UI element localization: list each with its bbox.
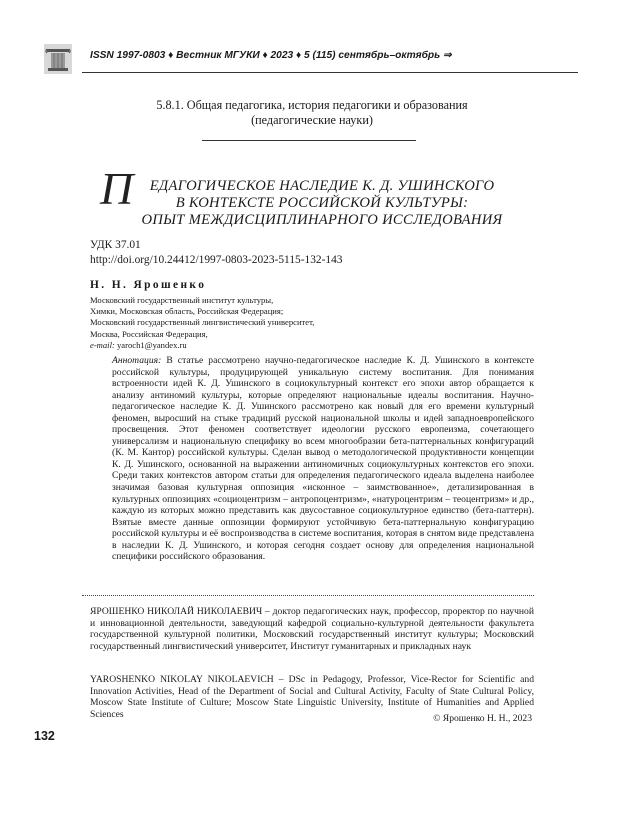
rubric-line-1: 5.8.1. Общая педагогика, история педагогики и образования	[156, 98, 468, 112]
rubric	[90, 98, 534, 128]
title-drop-cap: П	[100, 163, 134, 214]
rubric-divider	[202, 140, 416, 141]
author-bio-en: YAROSHENKO NIKOLAY NIKOLAEVICH – DSc in Pedagogy, Professor, Vice-Rector for Scientific and Innovation Activities, Head of the Department of Social and Cultural Activity, Faculty of State Cultural Policy, Moscow State Institute of Culture; Moscow State Linguistic University, Institute of Humanities and Applied Sciences	[90, 674, 534, 720]
article-meta	[90, 238, 342, 268]
email-line	[90, 340, 314, 351]
abstract-label: Аннотация:	[112, 355, 162, 366]
affiliation-line-3: Московский государственный лингвистический университет,	[90, 317, 315, 328]
copyright: © Ярошенко Н. Н., 2023	[433, 713, 532, 724]
dotted-divider	[82, 595, 534, 596]
author-bio-ru: ЯРОШЕНКО НИКОЛАЙ НИКОЛАЕВИЧ – доктор педагогических наук, профессор, проректор по научной и инновационной деятельности, заведующий кафедрой социально-культурной деятельности факультета государственной культурной политики, Московский государственный институт культуры; Московский государственный лингвистический университет, Институт гуманитарных и прикладных наук	[90, 606, 534, 652]
title-line-1: ЕДАГОГИЧЕСКОЕ НАСЛЕДИЕ К. Д. УШИНСКОГО	[149, 178, 495, 194]
journal-header: ISSN 1997-0803 ♦ Вестник МГУКИ ♦ 2023 ♦ 5 (115) сентябрь–октябрь ⇒	[90, 50, 452, 61]
doi-link[interactable]: http://doi.org/10.24412/1997-0803-2023-5115-132-143	[90, 254, 343, 266]
affiliation-line-2: Химки, Московская область, Российская Федерация;	[90, 306, 284, 317]
author-name: Н. Н. Ярошенко	[90, 279, 207, 291]
author-affiliation	[90, 295, 314, 351]
header-rule	[82, 72, 578, 73]
title-line-3: ОПЫТ МЕЖДИСЦИПЛИНАРНОГО ИССЛЕДОВАНИЯ	[141, 212, 503, 228]
abstract-text: В статье рассмотрено научно-педагогическое наследие К. Д. Ушинского в контексте российской культуры, продуцирующей уникальную систему воспитания. Для понимания встроенности идей К. Д. Ушинского в социокультурный контекст его эпохи автор обращается к анализу антиномий культуры, которые определяют национальные идеалы воспитания. Научно-педагогическое наследие К. Д. Ушинского рассмотрено как новый для его времени культурный феномен, выросший на стыке традиций русской национальной школы и идей западноевропейского просвещения. Этот феномен соответствует идеологии русского европеизма, сочетающего универсализм и национальную специфику во всем многообразии бета-паттернальных конфигураций (К. М. Кантор) российской культуры. Сделан вывод о методологической продуктивности концепции К. Д. Ушинского, основанной на выражении антиномичных социокультурных контекстов его эпохи. Среди таких контекстов автором статьи для определения педагогического идеала выделена наиболее значимая базовая культурная оппозиция «исконное – заимствованное», детализированная в культурных оппозициях «социоцентризм – антропоцентризм», «натуроцентризм – теоцентризм» и др., каждую из которых можно представить как двусоставное социокультурное единство (бета-паттерн). Взятые вместе данные оппозиции формируют устойчивую бета-паттернальную конфигурацию российской культуры и её воспроизводства в системе воспитания, которая в снятом виде представлена в наследии К. Д. Ушинского, и которая сегодня создает основу для определения национальной специфики российского образования.	[112, 355, 534, 563]
column-logo-icon	[44, 44, 72, 74]
page-number: 132	[34, 729, 55, 743]
affiliation-line-4: Москва, Российская Федерация,	[90, 328, 208, 339]
affiliation-line-1: Московский государственный институт культуры,	[90, 295, 274, 305]
email-label: e-mail:	[90, 339, 115, 350]
rubric-line-2: (педагогические науки)	[251, 113, 373, 127]
abstract	[112, 355, 534, 563]
email-link[interactable]: yaroch1@yandex.ru	[116, 339, 187, 350]
udk: УДК 37.01	[90, 239, 141, 251]
title-line-2: В КОНТЕКСТЕ РОССИЙСКОЙ КУЛЬТУРЫ:	[175, 195, 469, 211]
